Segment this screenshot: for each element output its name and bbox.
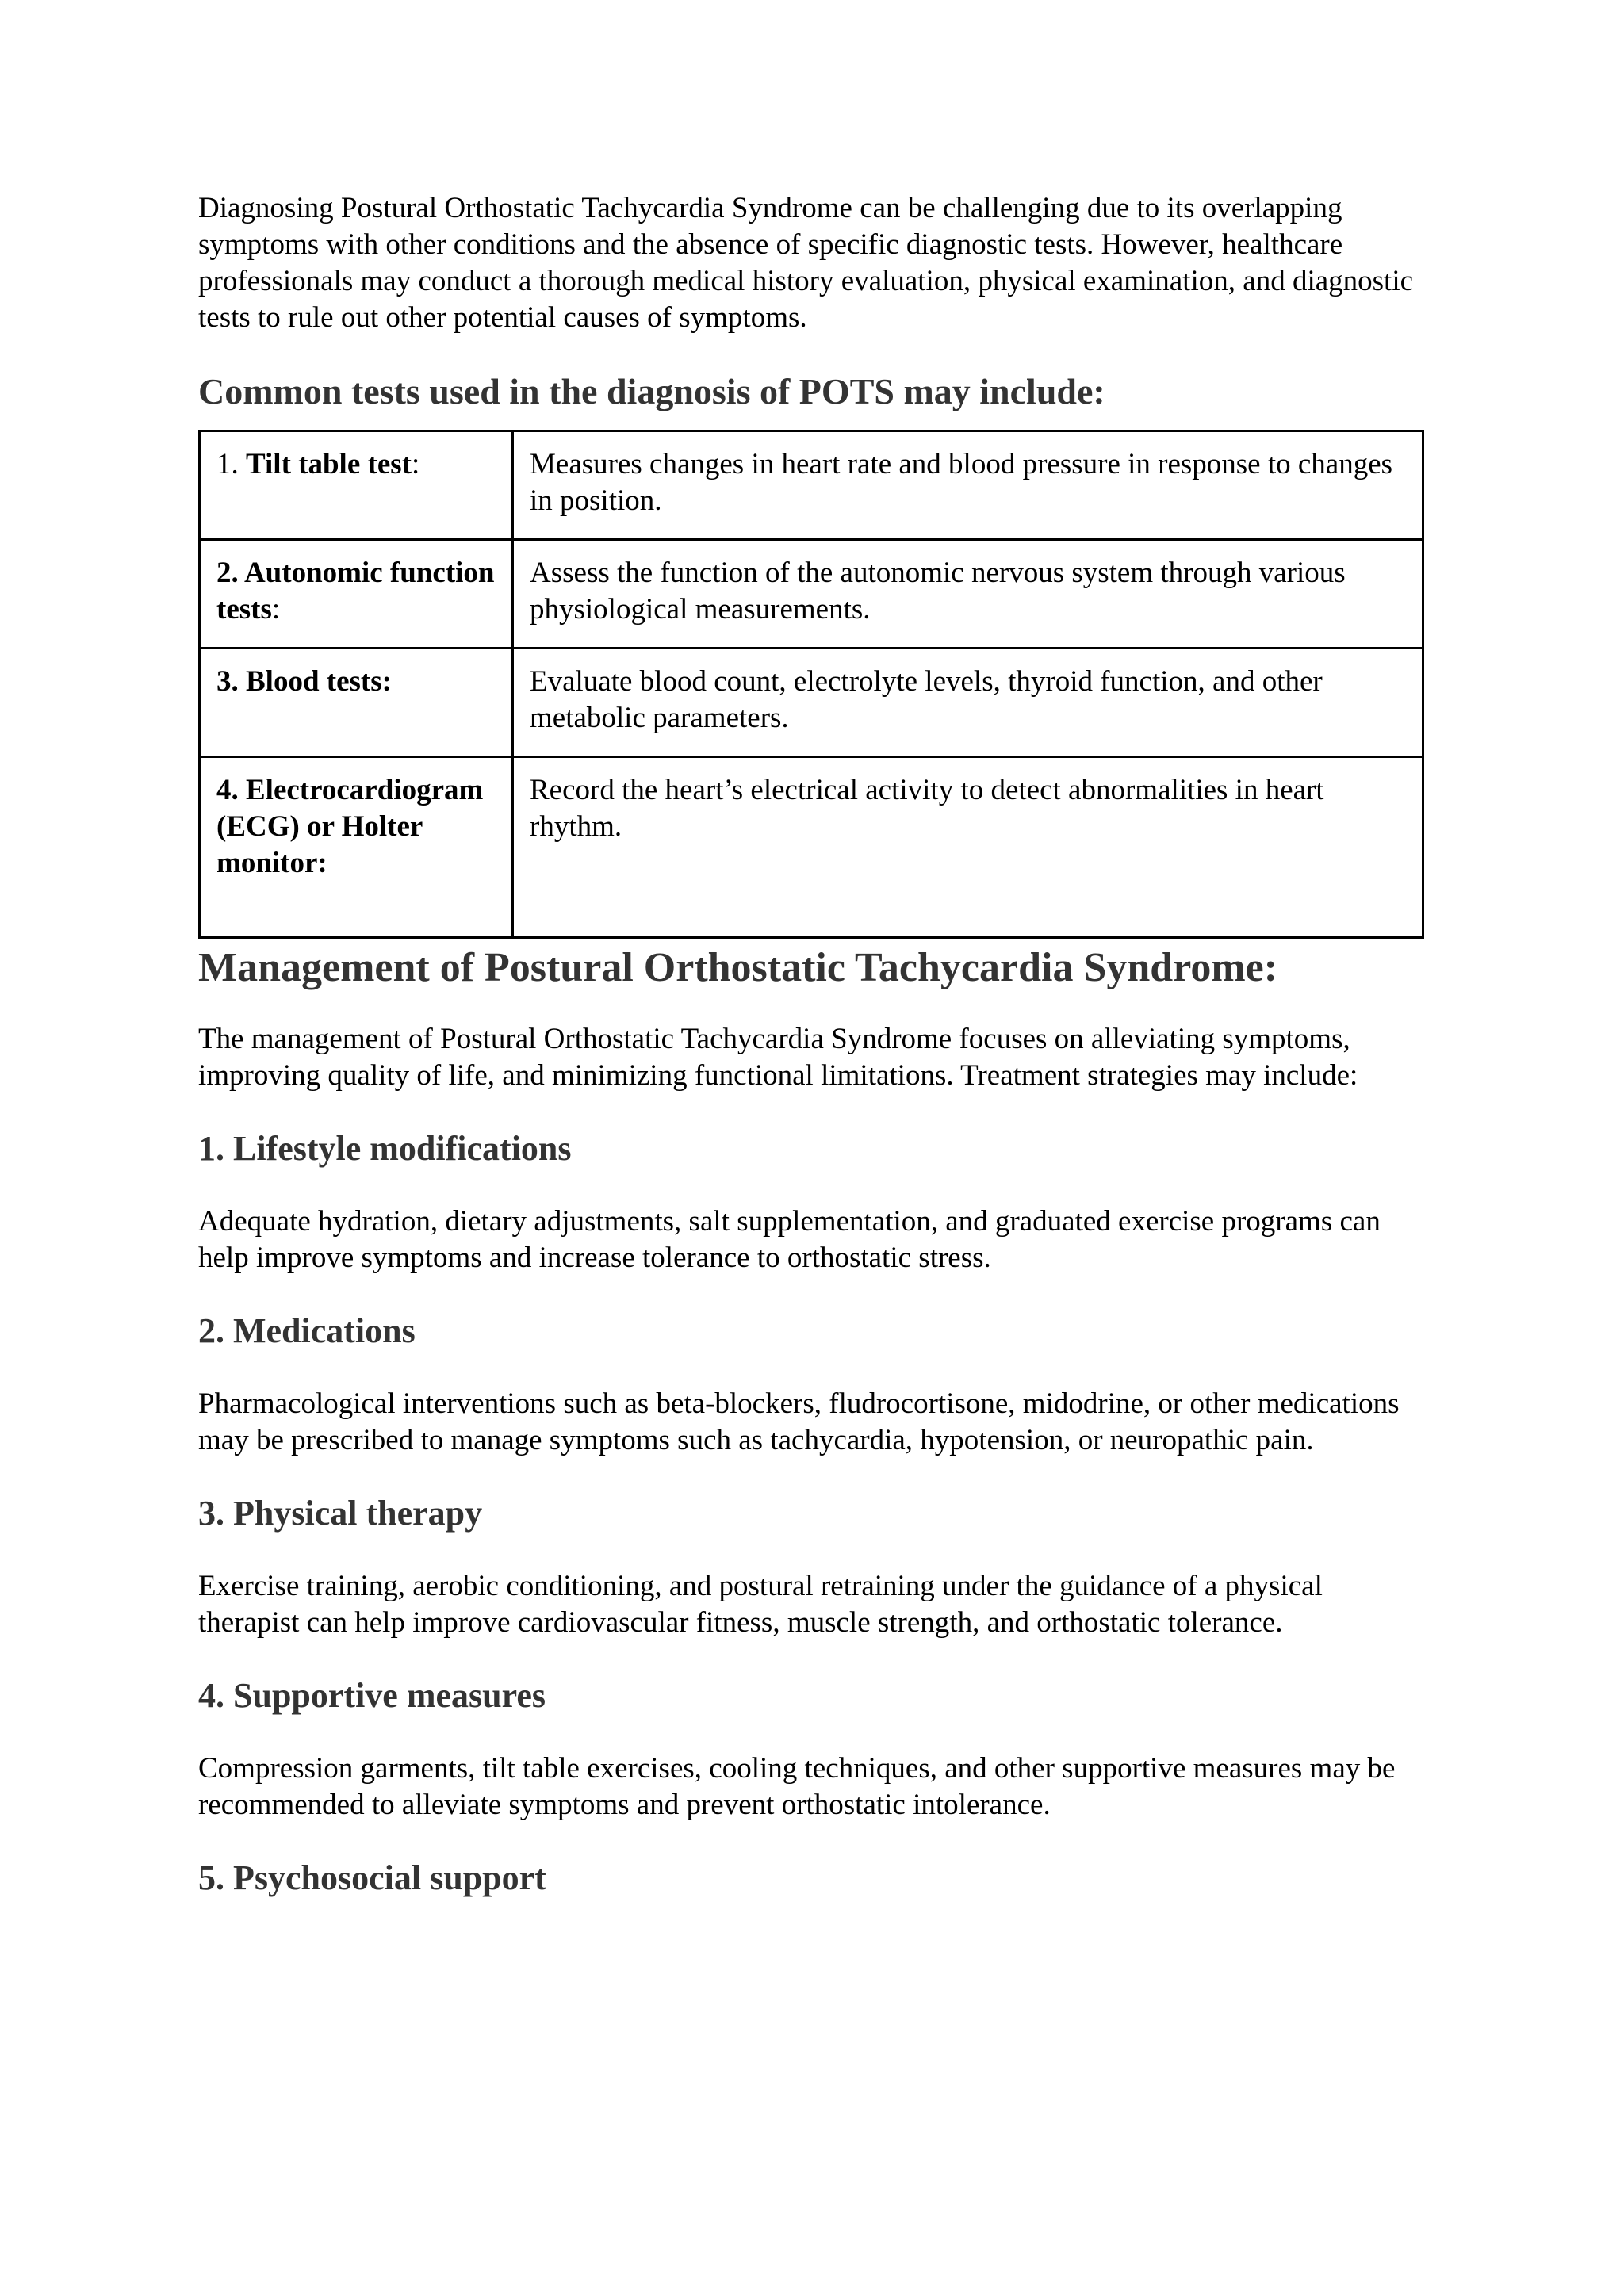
test-name-cell bbox=[200, 757, 513, 938]
test-name: 3. Blood tests: bbox=[216, 665, 392, 698]
test-name-suffix: : bbox=[411, 448, 420, 480]
tests-heading: Common tests used in the diagnosis of POTS may include: bbox=[198, 371, 1105, 411]
table-row bbox=[200, 540, 1423, 649]
test-name-cell bbox=[200, 649, 513, 757]
test-description-cell: Assess the function of the autonomic nervous system through various physiological measurements. bbox=[513, 540, 1423, 649]
management-intro-paragraph: The management of Postural Orthostatic Tachycardia Syndrome focuses on alleviating symptoms, improving quality of life, and minimizing functional limitations. Treatment strategies may include: bbox=[198, 1023, 1358, 1092]
document-page bbox=[198, 190, 1427, 1900]
test-name-cell bbox=[200, 540, 513, 649]
diagnostic-tests-table bbox=[198, 430, 1424, 939]
strategy-heading-medications: 2. Medications bbox=[198, 1311, 416, 1350]
table-row bbox=[200, 431, 1423, 540]
strategy-heading-supportive-measures: 4. Supportive measures bbox=[198, 1676, 546, 1715]
test-number: 1. bbox=[216, 448, 246, 480]
test-name: Tilt table test bbox=[246, 448, 412, 480]
intro-paragraph: Diagnosing Postural Orthostatic Tachycardia Syndrome can be challenging due to its overlapping symptoms with other conditions and the absence of specific diagnostic tests. However, healthcare professionals may conduct a thorough medical history evaluation, physical examination, and diagnostic tests to rule out other potential causes of symptoms. bbox=[198, 192, 1414, 334]
strategy-heading-physical-therapy: 3. Physical therapy bbox=[198, 1494, 483, 1533]
test-description-cell: Measures changes in heart rate and blood pressure in response to changes in position. bbox=[513, 431, 1423, 540]
test-name: 2. Autonomic function tests bbox=[216, 557, 495, 626]
strategy-text-medications: Pharmacological interventions such as beta-blockers, fludrocortisone, midodrine, or other medications may be prescribed to manage symptoms such as tachycardia, hypotension, or neuropathic pain. bbox=[198, 1387, 1400, 1456]
table-row bbox=[200, 757, 1423, 938]
strategy-heading-lifestyle: 1. Lifestyle modifications bbox=[198, 1129, 572, 1168]
test-name-suffix: : bbox=[271, 593, 281, 626]
test-description-cell: Record the heart’s electrical activity to detect abnormalities in heart rhythm. bbox=[513, 757, 1423, 938]
strategy-text-physical-therapy: Exercise training, aerobic conditioning, and postural retraining under the guidance of a physical therapist can help improve cardiovascular fitness, muscle strength, and orthostatic tolerance. bbox=[198, 1570, 1323, 1639]
strategy-text-supportive-measures: Compression garments, tilt table exercises, cooling techniques, and other supportive measures may be recommended to alleviate symptoms and prevent orthostatic intolerance. bbox=[198, 1752, 1396, 1821]
strategy-text-lifestyle: Adequate hydration, dietary adjustments, salt supplementation, and graduated exercise programs can help improve symptoms and increase tolerance to orthostatic stress. bbox=[198, 1205, 1381, 1274]
test-name: 4. Electrocardiogram (ECG) or Holter monitor: bbox=[216, 774, 484, 879]
management-heading: Management of Postural Orthostatic Tachycardia Syndrome: bbox=[198, 945, 1278, 990]
test-description-cell: Evaluate blood count, electrolyte levels, thyroid function, and other metabolic parameters. bbox=[513, 649, 1423, 757]
strategy-heading-psychosocial-support: 5. Psychosocial support bbox=[198, 1858, 546, 1897]
test-name-cell bbox=[200, 431, 513, 540]
table-row bbox=[200, 649, 1423, 757]
